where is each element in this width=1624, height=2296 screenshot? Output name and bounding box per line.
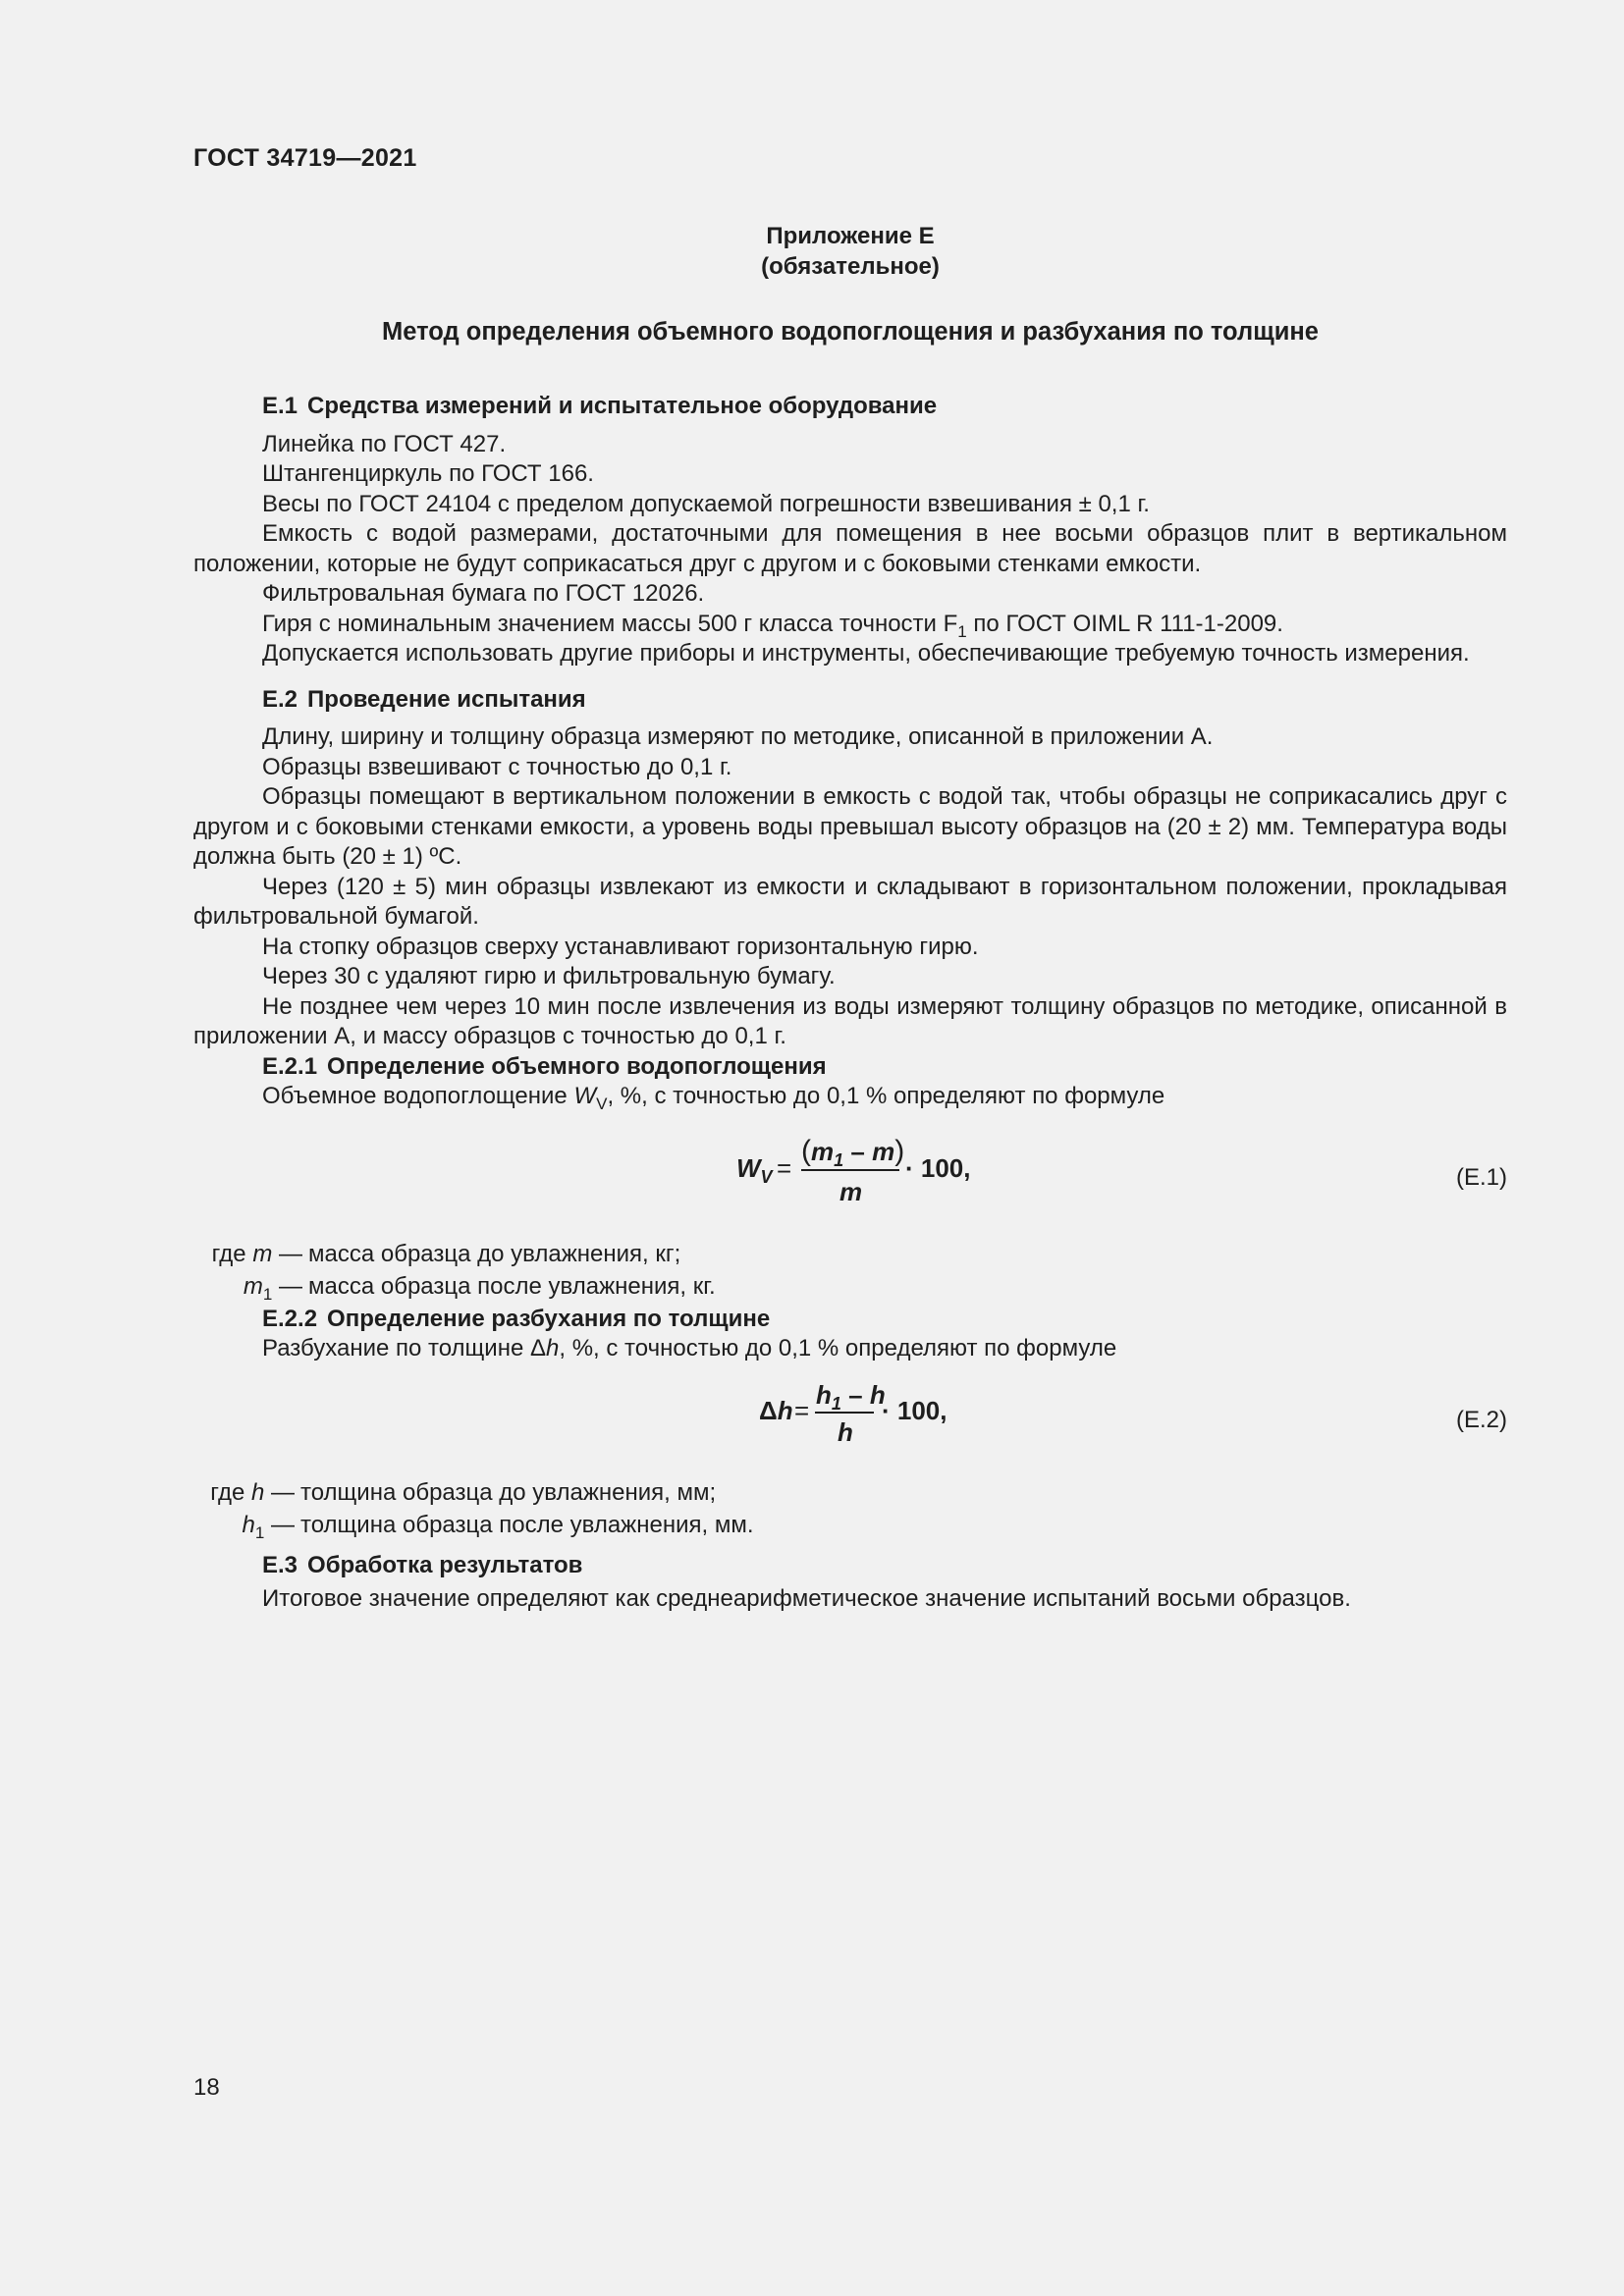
section-title: Обработка результатов xyxy=(307,1551,583,1578)
section-number: Е.3 xyxy=(262,1551,298,1578)
formula-legend-row xyxy=(193,1511,1507,1543)
legend-symbol xyxy=(212,1240,302,1270)
section-e1-heading xyxy=(262,392,1507,422)
formula-lhs: Δh xyxy=(759,1395,793,1425)
formula-tail: · 100, xyxy=(905,1152,971,1183)
document-page xyxy=(193,143,1507,1615)
variable: m xyxy=(252,1240,273,1267)
legend-symbol xyxy=(210,1478,295,1509)
paragraph: Допускается использовать другие приборы и инструменты, обеспечивающие требуемую точность измерения. xyxy=(262,640,1470,667)
document-code: ГОСТ 34719—2021 xyxy=(193,144,417,172)
paragraph: Штангенциркуль по ГОСТ 166. xyxy=(262,460,594,487)
paragraph: Линейка по ГОСТ 427. xyxy=(262,430,507,457)
section-title: Определение объемного водопоглощения xyxy=(327,1052,827,1080)
formula-denominator: h xyxy=(838,1416,853,1447)
paragraph: На стопку образцов сверху устанавливают горизонтальную гирю. xyxy=(262,933,979,960)
section-number: Е.2 xyxy=(262,685,298,713)
legend-symbol xyxy=(244,1272,302,1303)
formula-legend-row xyxy=(193,1240,1507,1272)
formula-number: (Е.2) xyxy=(1455,1406,1507,1433)
dash: — xyxy=(264,1478,295,1506)
formula-denominator: m xyxy=(839,1176,863,1206)
paragraph: Образцы помещают в вертикальном положении в емкость с водой так, чтобы образцы не соприкасались друг с другом и с боковыми стенками емкости, а уровень воды превышал высоту образцов на (20 ± 2) мм. Температура воды должна быть (20 ± 1) ºС. xyxy=(193,783,1507,870)
formula-lhs: $W_V$ xyxy=(736,1152,773,1187)
text-run: , %, с точностью до 0,1 % определяют по формуле xyxy=(559,1335,1117,1362)
paragraph: Итоговое значение определяют как среднеарифметическое значение испытаний восьми образцов. xyxy=(262,1585,1351,1612)
section-e22-heading xyxy=(262,1305,1507,1335)
subscript: V xyxy=(596,1095,608,1113)
formula-e1-expression xyxy=(736,1126,992,1220)
text-run: , %, с точностью до 0,1 % определяют по формуле xyxy=(607,1083,1165,1109)
legend-description: толщина образца после увлажнения, мм. xyxy=(300,1511,754,1538)
section-e3-heading xyxy=(262,1551,1507,1581)
appendix-status: (обязательное) xyxy=(761,252,940,280)
variable: h xyxy=(546,1335,560,1362)
formula-legend-row xyxy=(193,1272,1507,1305)
paragraph: Через 30 с удаляют гирю и фильтровальную бумагу. xyxy=(262,963,836,989)
section-number: Е.2.2 xyxy=(262,1305,318,1332)
paragraph xyxy=(193,1334,1507,1364)
section-e2-heading xyxy=(262,685,1507,716)
section-title: Определение разбухания по толщине xyxy=(327,1305,771,1332)
formula-e2 xyxy=(193,1378,1507,1453)
section-number: Е.2.1 xyxy=(262,1052,318,1080)
section-number: Е.1 xyxy=(262,393,298,419)
page-number: 18 xyxy=(193,2074,220,2101)
paragraph: Образцы взвешивают с точностью до 0,1 г. xyxy=(262,753,732,780)
dash: — xyxy=(264,1511,295,1538)
paragraph: Весы по ГОСТ 24104 с пределом допускаемой погрешности взвешивания ± 0,1 г. xyxy=(262,490,1150,517)
legend-description: масса образца до увлажнения, кг; xyxy=(308,1240,681,1267)
dash: — xyxy=(272,1272,302,1300)
section-title: Проведение испытания xyxy=(307,685,586,713)
subscript: 1 xyxy=(254,1522,265,1542)
formula-e2-expression xyxy=(759,1378,955,1453)
variable: m xyxy=(243,1272,263,1300)
section-e21-heading xyxy=(262,1052,1507,1083)
section-title: Средства измерений и испытательное оборудование xyxy=(307,393,938,419)
formula-numerator: $(m_1 - m)$ xyxy=(801,1134,905,1170)
text-run: где xyxy=(211,1240,253,1267)
paragraph: Через (120 ± 5) мин образцы извлекают из емкости и складывают в горизонтальном положении, прокладывая фильтровальной бумагой. xyxy=(193,873,1507,930)
paragraph: Не позднее чем через 10 мин после извлечения из воды измеряют толщину образцов по методике, описанной в приложении А, и массу образцов с точностью до 0,1 г. xyxy=(193,992,1507,1049)
formula-number: (Е.1) xyxy=(1455,1163,1507,1191)
formula-e1 xyxy=(193,1126,1507,1220)
appendix-title: Приложение Е xyxy=(766,222,935,249)
main-title: Метод определения объемного водопоглощения и разбухания по толщине xyxy=(382,317,1319,346)
formula-tail: · 100, xyxy=(882,1395,947,1425)
paragraph xyxy=(193,1082,1507,1112)
paragraph: Фильтровальная бумага по ГОСТ 12026. xyxy=(262,580,705,607)
text-run: Объемное водопоглощение xyxy=(262,1083,574,1109)
legend-symbol xyxy=(243,1511,296,1541)
legend-description: масса образца после увлажнения, кг. xyxy=(308,1272,716,1300)
legend-description: толщина образца до увлажнения, мм; xyxy=(300,1478,717,1506)
paragraph xyxy=(193,610,1507,640)
formula-equals: = xyxy=(794,1395,810,1425)
text-run: Разбухание по толщине Δ xyxy=(262,1335,547,1362)
formula-numerator: $h_1$ – h xyxy=(816,1379,886,1414)
text-run: по ГОСТ OIML R 111-1-2009. xyxy=(966,610,1283,637)
variable: h xyxy=(250,1478,265,1506)
variable: W xyxy=(573,1083,597,1109)
paragraph: Длину, ширину и толщину образца измеряют по методике, описанной в приложении А. xyxy=(262,723,1214,750)
variable: h xyxy=(242,1511,255,1538)
text-run: Гиря с номинальным значением массы 500 г класса точности F xyxy=(262,610,958,637)
paragraph: Емкость с водой размерами, достаточными для помещения в нее восьми образцов плит в вертикальном положении, которые не будут соприкасаться друг с другом и с боковыми стенками емкости. xyxy=(193,520,1507,577)
subscript: 1 xyxy=(957,621,967,641)
subscript: 1 xyxy=(262,1284,273,1304)
formula-legend-row xyxy=(193,1478,1507,1511)
text-run: где xyxy=(210,1478,251,1506)
formula-equals: = xyxy=(777,1152,792,1183)
appendix-heading xyxy=(193,221,1507,282)
dash: — xyxy=(272,1240,302,1267)
